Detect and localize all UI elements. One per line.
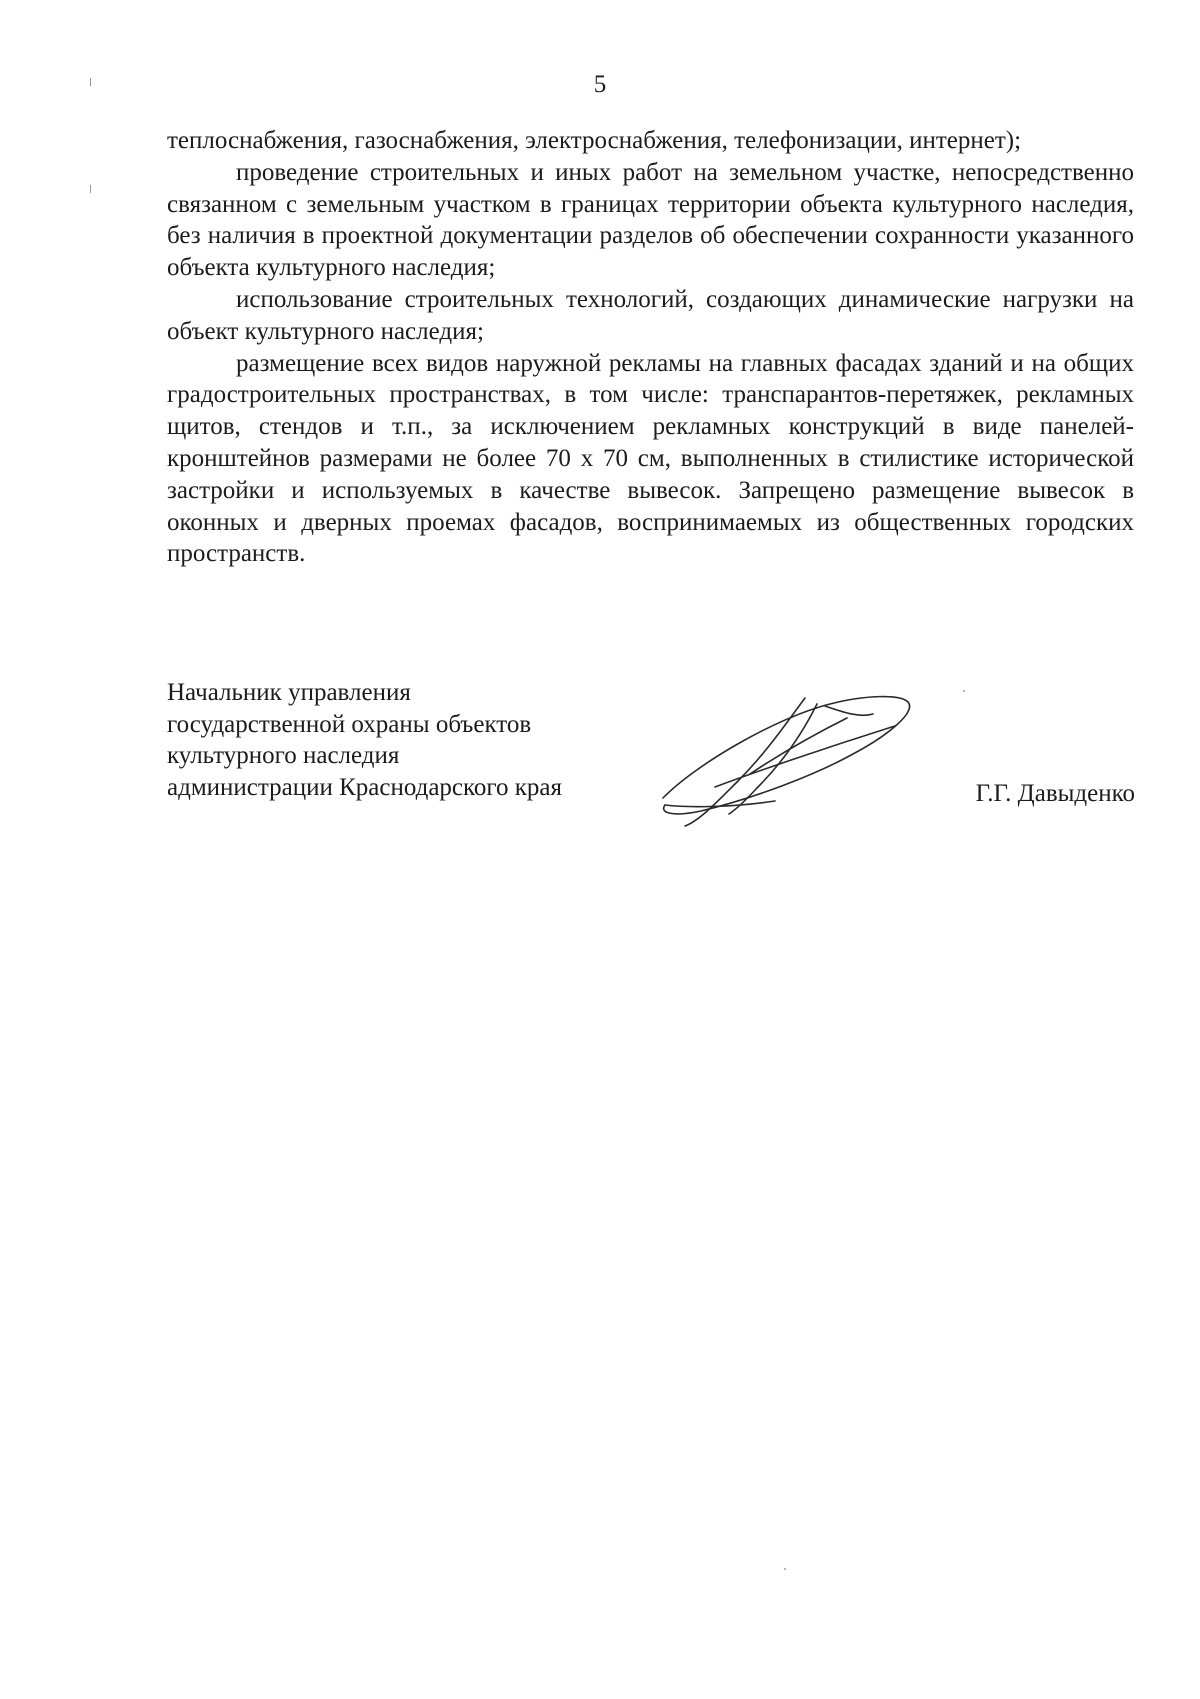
position-line: Начальник управления xyxy=(167,679,411,706)
position-line: государственной охраны объектов xyxy=(167,710,532,738)
scan-artifact xyxy=(90,185,91,193)
paragraph: размещение всех видов наружной рекламы на главных фасадах зданий и на общих градостроительных пространствах, в том числе: транспарантов-перетяжек, рекламных щитов, стендов и т.п., за исключением рекламных конструкций в виде панелей-кронштейнов размерами не более 70 х 70 см, выполненных в стилистике исторической застройки и используемых в качестве вывесок. Запрещено размещение вывесок в оконных и дверных проемах фасадов, воспринимаемых из общественных городских пространств. xyxy=(167,349,1134,568)
signer-name: Г.Г. Давыденко xyxy=(975,780,1135,807)
position-line: культурного наследия xyxy=(167,742,400,770)
position-line: администрации Краснодарского края xyxy=(167,773,563,801)
document-body xyxy=(167,125,1134,570)
paragraph: проведение строительных и иных работ на земельном участке, непосредственно связанном с земельным участком в границах территории объекта культурного наследия, без наличия в проектной документации разделов об обеспечении сохранности указанного объекта культурного наследия; xyxy=(167,158,1134,282)
paragraph: использование строительных технологий, создающих динамические нагрузки на объект культурного наследия; xyxy=(167,285,1134,345)
scan-artifact xyxy=(784,1568,786,1570)
handwritten-signature xyxy=(655,690,925,830)
paragraph: теплоснабжения, газоснабжения, электроснабжения, телефонизации, интернет); xyxy=(167,127,1022,154)
scan-artifact xyxy=(963,690,965,692)
page-number: 5 xyxy=(593,71,607,98)
signatory-position xyxy=(167,677,627,803)
